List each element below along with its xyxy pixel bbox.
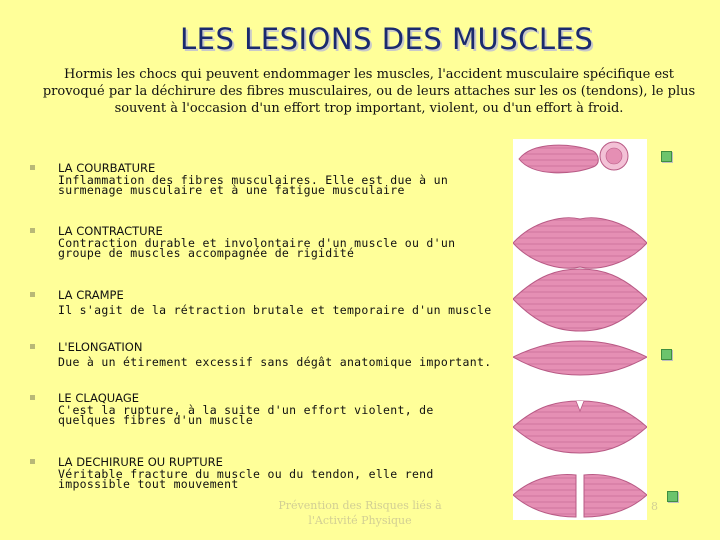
bullet-icon	[30, 292, 35, 297]
green-square-icon	[661, 151, 672, 162]
muscle-dechirure-illustration	[513, 475, 647, 517]
bullet-icon	[30, 459, 35, 464]
intro-paragraph: Hormis les chocs qui peuvent endommager les muscles, l'accident musculaire spécifique est provoqué par la déchirure des fibres musculaires, ou de leurs attaches sur les os (tendons), le plus souvent à l'occasion d'un effort trop important, violent, ou d'un effort à froid.	[42, 67, 696, 116]
footer-line-2: l'Activité Physique	[308, 514, 412, 527]
footer-line-1: Prévention des Risques liés à	[278, 499, 442, 512]
item-title: LA COURBATURE	[58, 161, 156, 175]
item-description: C'est la rupture, à la suite d'un effort violent, de quelques fibres d'un muscle	[58, 403, 434, 427]
bullet-icon	[30, 228, 35, 233]
muscle-elongation-illustration	[513, 341, 647, 375]
item-description: Due à un étirement excessif sans dégât anatomique important.	[58, 355, 492, 369]
muscle-courbature-illustration	[519, 142, 628, 173]
item-title: LA CRAMPE	[58, 288, 124, 302]
item-description: Il s'agit de la rétraction brutale et temporaire d'un muscle	[58, 303, 492, 317]
bullet-icon	[30, 395, 35, 400]
muscle-contracture-illustration	[513, 218, 647, 268]
page-number: 8	[651, 500, 658, 513]
item-description: Véritable fracture du muscle ou du tendon, elle rend impossible tout mouvement	[58, 467, 434, 491]
item-title: LA CONTRACTURE	[58, 224, 163, 238]
muscle-crampe-illustration	[513, 269, 647, 331]
item-title: LE CLAQUAGE	[58, 391, 140, 405]
item-title: LA DECHIRURE OU RUPTURE	[58, 455, 223, 469]
slide-title: LES LESIONS DES MUSCLES	[180, 22, 594, 56]
bullet-icon	[30, 165, 35, 170]
item-description: Inflammation des fibres musculaires. Elle est due à un surmenage musculaire et à une fatigue musculaire	[58, 173, 449, 197]
green-square-icon	[667, 491, 678, 502]
muscle-claquage-illustration	[513, 401, 647, 453]
bullet-icon	[30, 344, 35, 349]
item-title: L'ELONGATION	[58, 340, 143, 354]
item-description: Contraction durable et involontaire d'un muscle ou d'un groupe de muscles accompagnée de rigidité	[58, 236, 456, 260]
green-square-icon	[661, 349, 672, 360]
footer-text	[270, 498, 450, 528]
muscle-illustrations-panel	[513, 139, 647, 520]
